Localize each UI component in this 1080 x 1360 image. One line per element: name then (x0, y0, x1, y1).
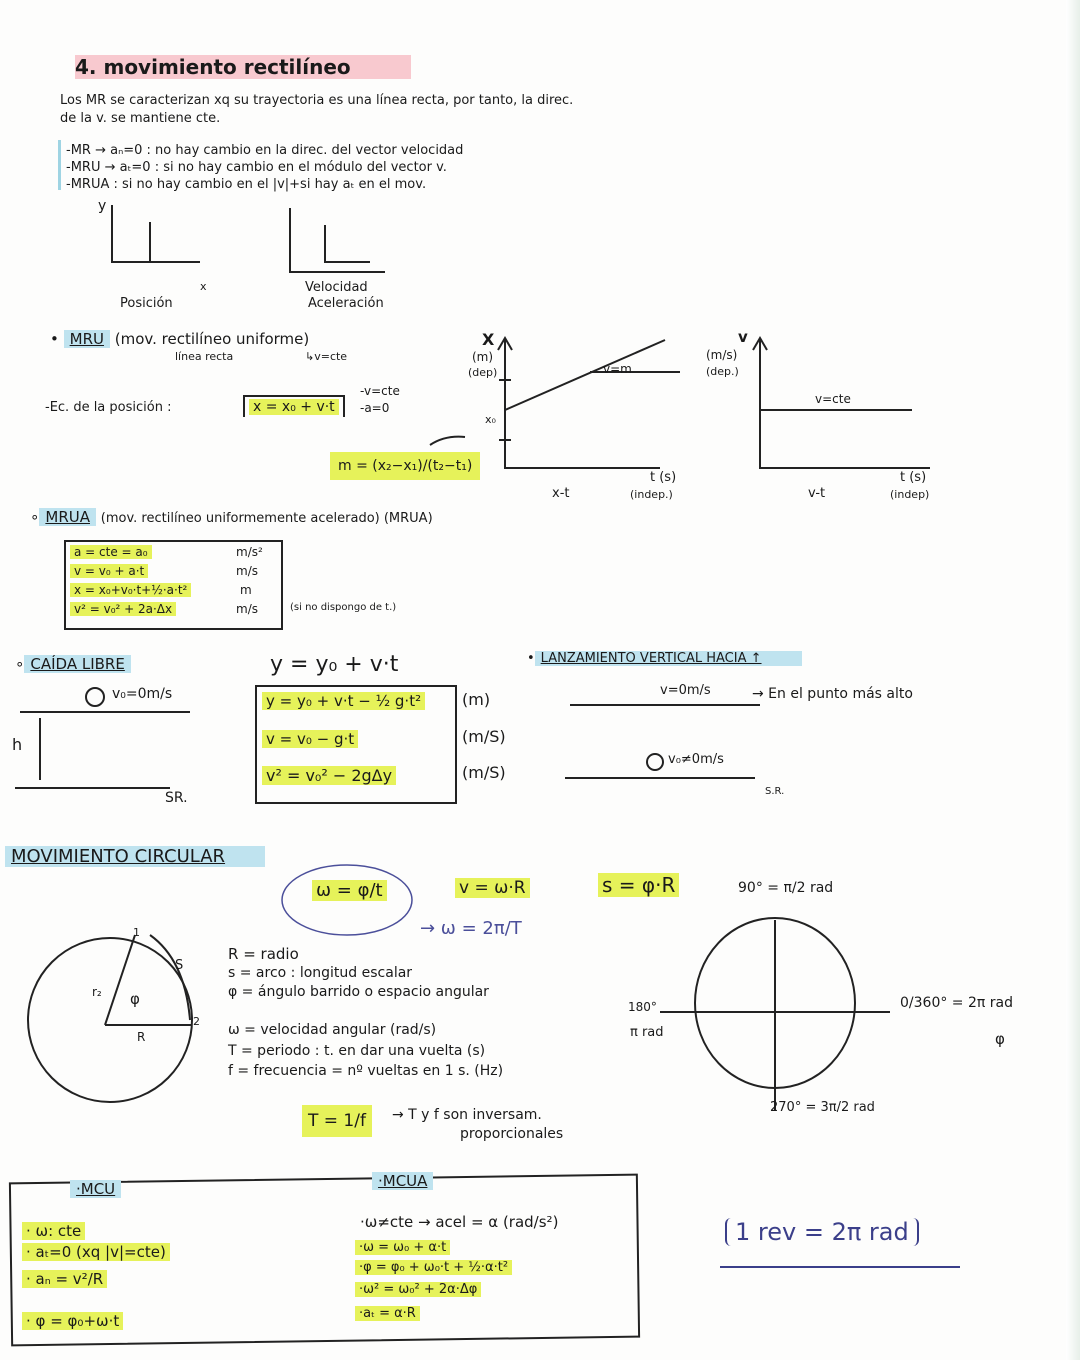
def-radio: R = radio (228, 945, 299, 963)
mrua-unit-2: m/s (236, 564, 258, 578)
def-arco: s = arco : longitud escalar (228, 965, 413, 981)
caida-heading-row: ∘ CAÍDA LIBRE (15, 655, 131, 673)
intro-line-2: de la v. se mantiene cte. (60, 111, 221, 126)
circle-right (660, 918, 890, 1110)
mrua-unit-4: m/s (236, 602, 258, 616)
vert-eq-2: v = v₀ − g·t (262, 730, 358, 748)
angle-270: 270° = 3π/2 rad (770, 1100, 875, 1115)
lanz-sr: S.R. (765, 786, 785, 797)
xt-slope: v=m (603, 362, 632, 376)
caida-v0: v₀=0m/s (112, 686, 173, 702)
vert-eq-3: v² = v₀² − 2gΔy (262, 766, 396, 785)
tf-note2: proporcionales (460, 1126, 564, 1142)
s-phi-r: s = φ·R (598, 873, 679, 897)
mru-sub1: línea recta (175, 350, 234, 363)
mcua-row-2: ·φ = φ₀ + ω₀·t + ½·α·t² (355, 1260, 512, 1275)
ball (86, 688, 104, 706)
xt-ynote: (dep) (468, 366, 498, 379)
xt-ylabel: X (482, 330, 495, 349)
vt-ylabel: v (738, 328, 748, 346)
period-freq: T = 1/f (302, 1105, 372, 1137)
circular-heading: MOVIMIENTO CIRCULAR (5, 846, 265, 867)
vt-caption: v-t (808, 486, 826, 501)
vert-unit-2: (m/S) (462, 727, 506, 746)
mcua-intro: ·ω≠cte → acel = α (rad/s²) (360, 1213, 559, 1231)
mcu-row-2: · aₜ=0 (xq |v|=cte) (22, 1243, 170, 1261)
vt-xlabel: t (s) (900, 470, 927, 485)
graph-xt (498, 338, 680, 468)
cond-a: -a=0 (360, 401, 390, 415)
mcu-row-4: · φ = φ₀+ω·t (22, 1312, 123, 1330)
axis-x: x (200, 280, 207, 293)
lanz-lines (565, 705, 760, 778)
mrua-unit-3: m (240, 583, 252, 597)
mcu-row-3: · aₙ = v²/R (22, 1270, 107, 1288)
circle-phi: φ (130, 990, 140, 1008)
lanz-bottom: v₀≠0m/s (668, 752, 724, 767)
circle-p1: 1 (133, 926, 140, 939)
vert-eq-1: y = y₀ + v·t − ½ g·t² (262, 692, 425, 710)
eq-box (243, 395, 345, 417)
caida-sr: SR. (165, 790, 188, 806)
lanz-heading: LANZAMIENTO VERTICAL HACIA ↑ (535, 651, 802, 666)
lanz-top: v=0m/s (660, 683, 711, 698)
circle-s: S (175, 958, 184, 973)
type-mrua: -MRUA : si no hay cambio en el |v|+si hay aₜ en el mov. (66, 177, 427, 192)
label-posicion: Posición (120, 296, 173, 311)
circle-p2: 2 (193, 1015, 200, 1028)
type-mr: -MR → aₙ=0 : no hay cambio en la direc. del vector velocidad (66, 143, 464, 158)
cond-v: -v=cte (360, 384, 400, 398)
angle-180: 180° (628, 1000, 657, 1014)
mrua-eq-3: x = x₀+v₀·t+½·a·t² (70, 583, 191, 597)
v-omega-r: v = ω·R (455, 878, 530, 898)
circle-r: r₂ (92, 985, 102, 999)
mcu-row-1: · ω: cte (22, 1222, 85, 1240)
mrua-unit-1: m/s² (236, 545, 263, 559)
caida-heading: CAÍDA LIBRE (24, 655, 130, 673)
angle-0: 0/360° = 2π rad (900, 995, 1013, 1011)
angle-180-rad: π rad (630, 1025, 664, 1040)
slope-formula: m = (x₂−x₁)/(t₂−t₁) (330, 452, 480, 480)
circle-R: R (137, 1030, 146, 1044)
mini-graph-position (112, 205, 200, 262)
section-title: 4. movimiento rectilíneo (75, 55, 411, 79)
vert-top-eq: y = y₀ + v·t (270, 652, 399, 677)
xt-x0: x₀ (485, 413, 496, 426)
type-mru: -MRU → aₜ=0 : si no hay cambio en el módulo del vector v. (66, 160, 447, 175)
vt-xnote: (indep) (890, 488, 930, 501)
xt-yunit: (m) (472, 350, 494, 364)
mini-graph-velocity (290, 208, 385, 272)
angle-90: 90° = π/2 rad (738, 880, 834, 896)
caida-lines (15, 712, 190, 788)
mrua-heading-row: ∘ MRUA (mov. rectilíneo uniformemente acelerado) (MRUA) (30, 508, 433, 526)
position-eq: x = x₀ + v·t (249, 399, 339, 415)
mru-desc: (mov. rectilíneo uniforme) (114, 330, 310, 348)
mrua-desc: (mov. rectilíneo uniformemente acelerado) (MRUA) (100, 511, 433, 526)
mcua-heading: ·MCUA (372, 1172, 433, 1190)
mrua-note: (si no dispongo de t.) (290, 602, 397, 613)
list-bar (58, 140, 61, 190)
lanz-top-note: → En el punto más alto (752, 686, 913, 702)
mcua-row-4: ·aₜ = α·R (355, 1306, 420, 1321)
arrow-to-slope (430, 437, 465, 445)
label-aceleracion: Aceleración (308, 296, 384, 311)
mru-heading-row: • MRU (mov. rectilíneo uniforme) (50, 330, 310, 348)
mcua-row-3: ·ω² = ω₀² + 2α·Δφ (355, 1282, 481, 1297)
rev-conversion: 1 rev = 2π rad (725, 1218, 919, 1246)
vt-linelabel: v=cte (815, 392, 851, 406)
mrua-eq-4: v² = v₀² + 2a·Δx (70, 602, 176, 616)
omega-period: → ω = 2π/T (420, 918, 522, 939)
vt-ynote: (dep.) (706, 365, 739, 378)
tf-note1: → T y f son inversam. (392, 1107, 542, 1123)
mru-sub2: ↳v=cte (305, 350, 348, 363)
intro-line-1: Los MR se caracterizan xq su trayectoria es una línea recta, por tanto, la direc. (60, 93, 574, 108)
caida-h: h (12, 735, 23, 754)
angle-0-phi: φ (995, 1030, 1005, 1048)
xt-xnote: (indep.) (630, 488, 673, 501)
def-velocidad-angular: ω = velocidad angular (rad/s) (228, 1022, 437, 1038)
eq-label: -Ec. de la posición : (45, 400, 172, 415)
mrua-eq-1: a = cte = a₀ (70, 545, 152, 559)
label-velocidad: Velocidad (305, 280, 368, 295)
def-angulo: φ = ángulo barrido o espacio angular (228, 984, 489, 1000)
mcu-heading: ·MCU (70, 1180, 121, 1198)
mcua-row-1: ·ω = ω₀ + α·t (355, 1240, 450, 1255)
vert-unit-1: (m) (462, 690, 491, 709)
omega-def: ω = φ/t (312, 880, 387, 901)
def-frecuencia: f = frecuencia = nº vueltas en 1 s. (Hz) (228, 1063, 504, 1079)
vt-yunit: (m/s) (706, 348, 738, 362)
mrua-eq-2: v = v₀ + a·t (70, 564, 148, 578)
vert-unit-3: (m/S) (462, 763, 506, 782)
xt-caption: x-t (552, 486, 570, 501)
lanz-heading-row: • LANZAMIENTO VERTICAL HACIA ↑ (527, 651, 802, 666)
mrua-heading: MRUA (39, 508, 96, 526)
mru-heading: MRU (64, 330, 110, 348)
circle-left (28, 935, 192, 1102)
def-periodo: T = periodo : t. en dar una vuelta (s) (228, 1043, 486, 1059)
axis-y: y (98, 198, 107, 214)
xt-xlabel: t (s) (650, 470, 677, 485)
